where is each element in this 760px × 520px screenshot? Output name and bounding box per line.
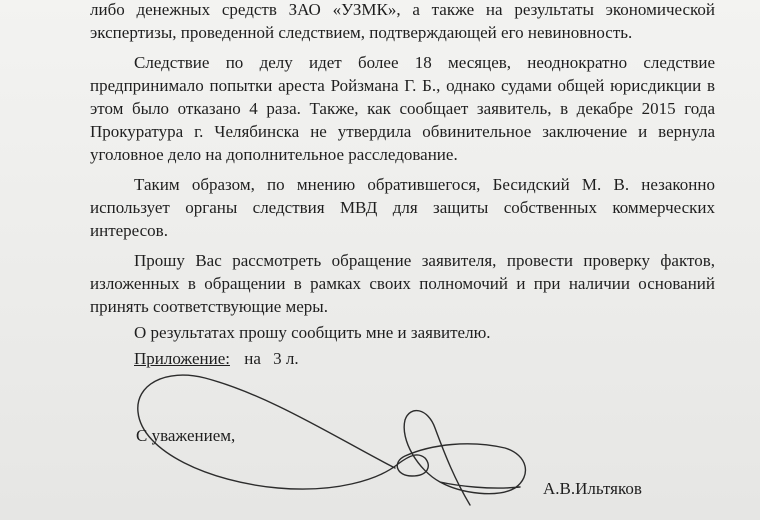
paragraph-3: Таким образом, по мнению обратившегося, Бесидский М. В. незаконно использует органы следствия МВД для защиты собственных коммерческих интересов. — [90, 175, 715, 240]
attachment-prefix: на — [244, 349, 261, 368]
attachment-line — [90, 347, 715, 370]
paragraph-2: Следствие по делу идет более 18 месяцев, неоднократно следствие предпринимало попытки ареста Ройзмана Г. Б., однако судами общей юрисдикции в этом было отказано 4 раза. Также, как сообщает заявитель, в декабре 2015 года Прокуратура г. Челябинска не утвердила обвинительное заключение и вернула уголовное дело на дополнительное расследование. — [90, 53, 715, 164]
letter-body — [90, 0, 715, 370]
paragraph-5: О результатах прошу сообщить мне и заявителю. — [134, 323, 491, 342]
attachment-label: Приложение: — [134, 349, 230, 368]
paragraph-1: либо денежных средств ЗАО «УЗМК», а также на результаты экономической экспертизы, проведенной следствием, подтверждающей его невиновность. — [90, 0, 715, 42]
paragraph-4: Прошу Вас рассмотреть обращение заявителя, провести проверку фактов, изложенных в обращении в рамках своих полномочий и при наличии оснований принять соответствующие меры. — [90, 251, 715, 316]
signer-name: А.В.Ильтяков — [543, 479, 642, 498]
closing-salutation: С уважением, — [136, 426, 236, 445]
attachment-pages: 3 л. — [273, 349, 299, 368]
